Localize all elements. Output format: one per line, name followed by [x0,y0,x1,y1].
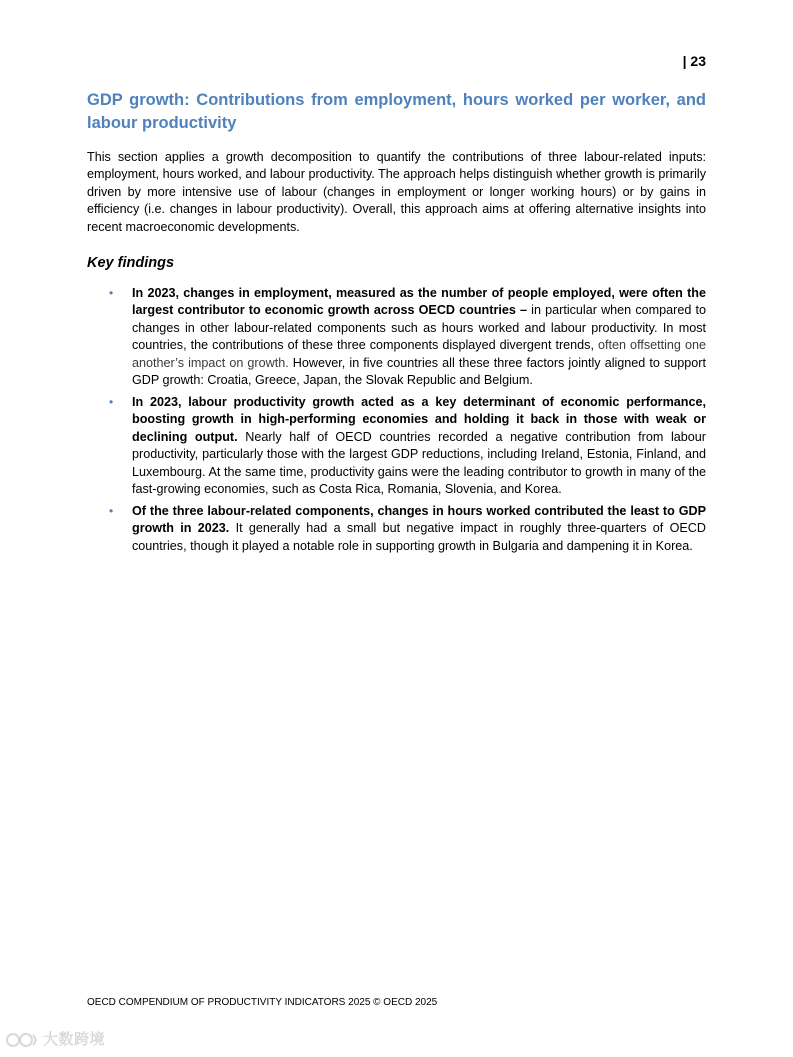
bullet-icon: • [109,503,114,518]
finding-labour-productivity [87,394,706,498]
watermark-logo-icon [6,1031,40,1049]
finding-text: Nearly half of OECD countries recorded a negative contribution from labour productivity, particularly those with the largest GDP reductions, including Ireland, Estonia, Finland, and Luxembourg. At the same time, productivity gains were the leading contributor to growth in many of the fast-growing economies, such as Costa Rica, Romania, Slovenia, and Korea. [132,429,706,496]
key-findings-heading: Key findings [87,255,175,271]
finding-hours-worked [87,503,706,555]
footer-text: OECD COMPENDIUM OF PRODUCTIVITY INDICATORS 2025 © OECD 2025 [87,997,438,1008]
finding-lead: In 2023, changes in employment, measured as the number of people employed, were often the largest contributor to economic growth across OECD countries – [132,286,706,318]
bullet-icon: • [109,286,114,300]
bullet-icon: • [109,394,114,409]
finding-lead: Of the three labour-related components, changes in hours worked contributed the least to GDP growth in 2023. [132,503,706,536]
finding-employment [87,285,706,389]
finding-text: It generally had a small but negative impact in roughly three-quarters of OECD countries, though it played a notable role in supporting growth in Bulgaria and dampening it in Korea. [132,521,706,553]
key-findings-list [87,285,706,560]
finding-text: in particular when compared to changes in other labour-related components such as hours worked and labour productivity. In most countries, the contributions of these three components displayed divergent trends, [132,303,706,353]
page-number: | 23 [682,53,706,69]
watermark-text: 大数跨境 [43,1031,106,1048]
finding-text: However, in five countries all these three factors jointly aligned to support GDP growth: Croatia, Greece, Japan, the Slovak Republic and Belgium. [132,355,706,388]
finding-lead: In 2023, labour productivity growth acted as a key determinant of economic performance, boosting growth in high-performing economies and holding it back in those with weak or declining output. [132,394,706,444]
intro-paragraph: This section applies a growth decomposition to quantify the contributions of three labour-related inputs: employment, hours worked, and labour productivity. The approach helps distinguish whether growth is primarily driven by more intensive use of labour (changes in employment or longer working hours) or by gains in efficiency (i.e. changes in labour productivity). Overall, this approach aims at offering alternative insights into recent macroeconomic developments. [87,150,706,234]
section-title: GDP growth: Contributions from employment, hours worked per worker, and labour productivity [87,91,706,132]
watermark [6,1031,105,1049]
finding-text-muted: often offsetting one another’s impact on growth. [132,338,706,370]
